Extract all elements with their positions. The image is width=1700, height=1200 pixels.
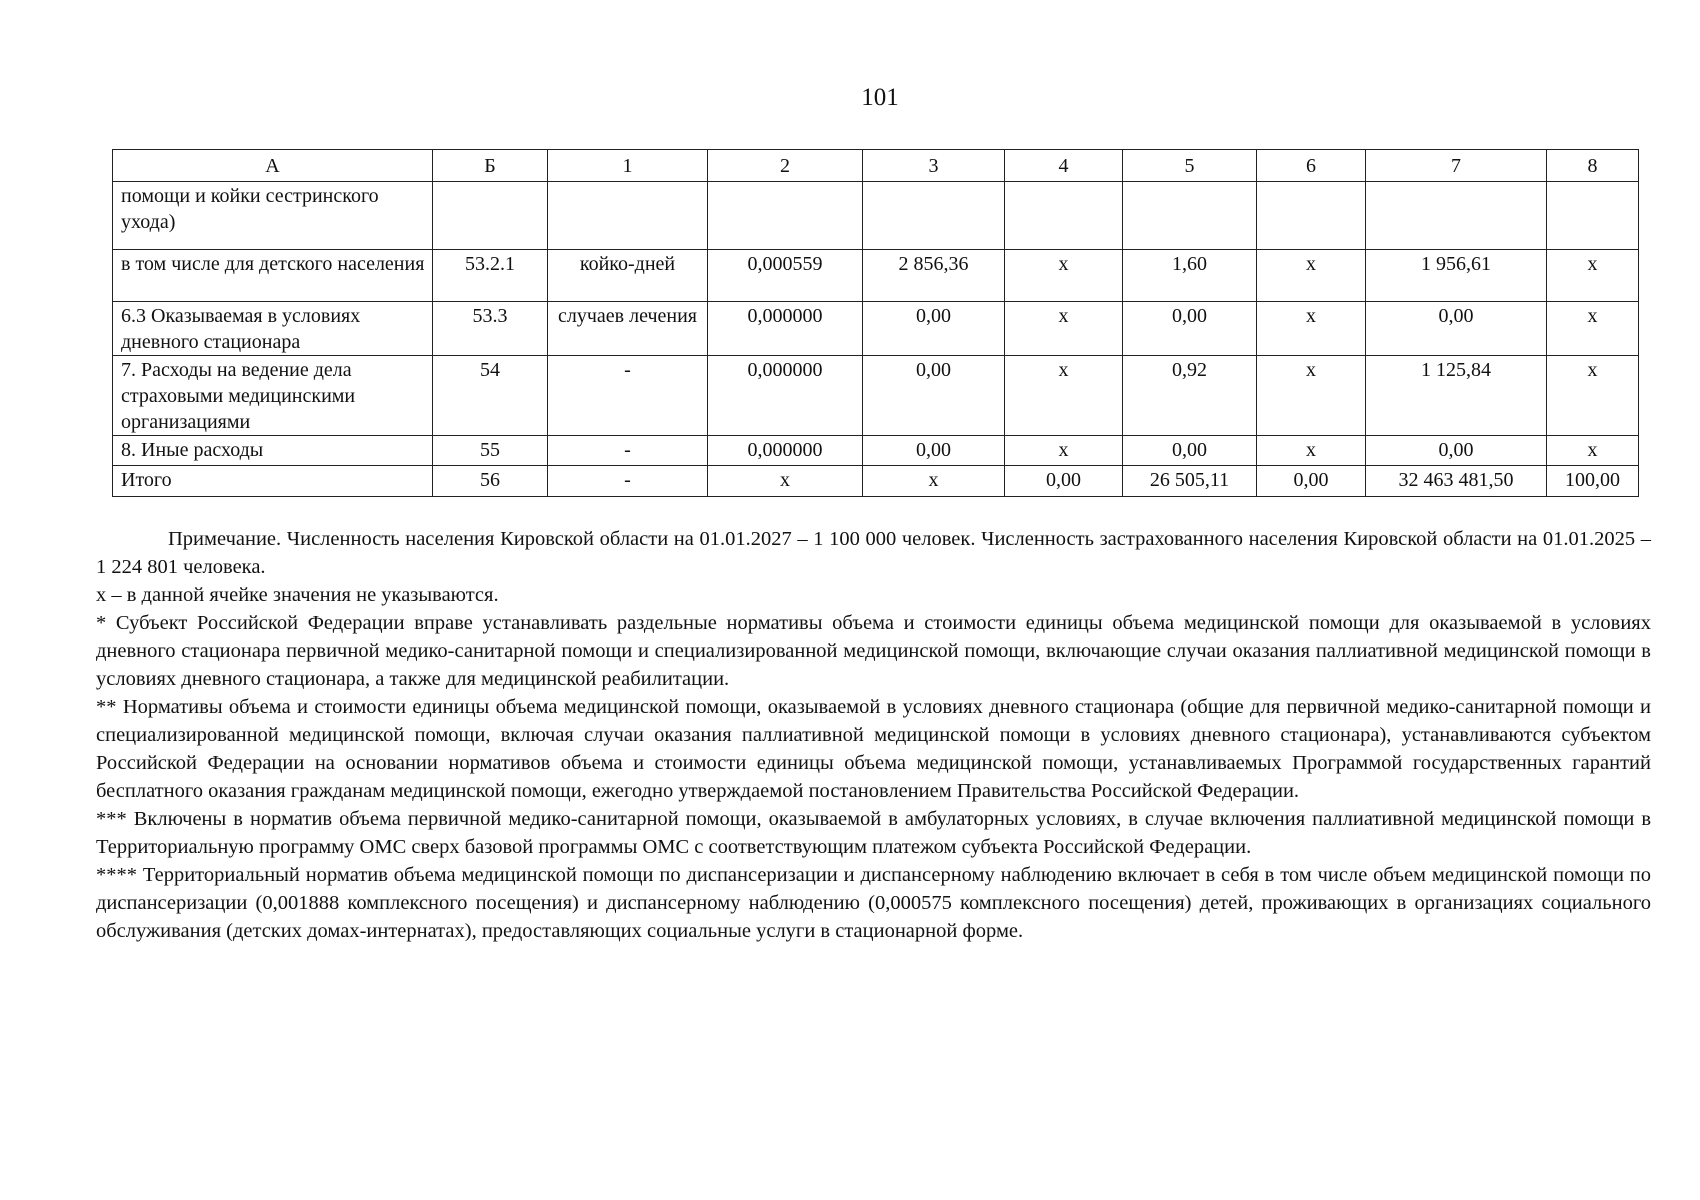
table-cell: x (1547, 302, 1639, 356)
table-cell: 0,000000 (708, 436, 863, 466)
table-cell: x (1005, 302, 1123, 356)
table-cell (1257, 182, 1366, 250)
table-cell: - (548, 466, 708, 497)
table-cell: 0,00 (863, 436, 1005, 466)
table-cell: - (548, 436, 708, 466)
table-cell: 0,00 (1366, 302, 1547, 356)
column-header: 3 (863, 150, 1005, 182)
table-cell: Итого (113, 466, 433, 497)
table-cell: в том числе для детского населения (113, 250, 433, 302)
table-cell: 53.2.1 (433, 250, 548, 302)
data-table (112, 149, 1639, 497)
footnote-3: *** Включены в норматив объема первичной медико-санитарной помощи, оказываемой в амбулаторных условиях, в случае включения паллиативной медицинской помощи в Территориальную программу ОМС сверх базовой программы ОМС с соответствующим платежом субъекта Российской Федерации. (96, 808, 1651, 858)
table-cell: 0,000000 (708, 356, 863, 436)
table-row (113, 250, 1639, 302)
table-cell: 6.3 Оказываемая в условиях дневного стационара (113, 302, 433, 356)
table-cell: 100,00 (1547, 466, 1639, 497)
table-row (113, 302, 1639, 356)
table-cell (433, 182, 548, 250)
table-cell: 53.3 (433, 302, 548, 356)
page-number: 101 (861, 84, 899, 111)
table-cell: 0,92 (1123, 356, 1257, 436)
table-cell: 55 (433, 436, 548, 466)
table-cell: x (1005, 356, 1123, 436)
table-cell: 0,00 (1005, 466, 1123, 497)
table-cell: 0,00 (1123, 302, 1257, 356)
column-header: 2 (708, 150, 863, 182)
column-header: А (113, 150, 433, 182)
table-cell: 0,00 (1257, 466, 1366, 497)
table-row (113, 356, 1639, 436)
column-header: 1 (548, 150, 708, 182)
note-x-legend: x – в данной ячейке значения не указываются. (96, 584, 499, 606)
table-cell: 8. Иные расходы (113, 436, 433, 466)
table-cell: 0,00 (1366, 436, 1547, 466)
table-cell: 7. Расходы на ведение дела страховыми медицинскими организациями (113, 356, 433, 436)
table-cell: 2 856,36 (863, 250, 1005, 302)
table-cell: 56 (433, 466, 548, 497)
table-cell: x (1005, 436, 1123, 466)
table-cell: 1,60 (1123, 250, 1257, 302)
column-header: 8 (1547, 150, 1639, 182)
column-header: 7 (1366, 150, 1547, 182)
table-row (113, 182, 1639, 250)
table-cell: x (863, 466, 1005, 497)
table-cell: 26 505,11 (1123, 466, 1257, 497)
table-cell: x (1257, 302, 1366, 356)
column-header: 6 (1257, 150, 1366, 182)
footnote-1: * Субъект Российской Федерации вправе устанавливать раздельные нормативы объема и стоимости единицы объема медицинской помощи для оказываемой в условиях дневного стационара первичной медико-санитарной помощи и специализированной медицинской помощи, включающие случаи оказания паллиативной медицинской помощи в условиях дневного стационара, а также для медицинской реабилитации. (96, 612, 1651, 690)
table-cell: 0,00 (863, 356, 1005, 436)
table-cell: x (1005, 250, 1123, 302)
table-cell (548, 182, 708, 250)
table-cell: x (708, 466, 863, 497)
table-row (113, 466, 1639, 497)
table-cell: x (1547, 436, 1639, 466)
table-cell: 0,00 (863, 302, 1005, 356)
table-cell: x (1257, 250, 1366, 302)
table-cell: - (548, 356, 708, 436)
column-header: Б (433, 150, 548, 182)
table-cell: случаев лечения (548, 302, 708, 356)
table-cell: x (1257, 356, 1366, 436)
footnote-4: **** Территориальный норматив объема медицинской помощи по диспансеризации и диспансерному наблюдению включает в себя в том числе объем медицинской помощи по диспансеризации (0,001888 комплексного посещения) и диспансерному наблюдению (0,000575 комплексного посещения) детей, проживающих в организациях социального обслуживания (детских домах-интернатах), предоставляющих социальные услуги в стационарной форме. (96, 864, 1651, 942)
table-cell: 32 463 481,50 (1366, 466, 1547, 497)
table-cell: 0,000559 (708, 250, 863, 302)
note-population: Примечание. Численность населения Кировской области на 01.01.2027 – 1 100 000 человек. Численность застрахованного населения Кировской области на 01.01.2025 – 1 224 801 человека. (96, 528, 1651, 578)
column-header: 5 (1123, 150, 1257, 182)
footnote-2: ** Нормативы объема и стоимости единицы объема медицинской помощи, оказываемой в условиях дневного стационара (общие для первичной медико-санитарной помощи и специализированной медицинской помощи, включая случаи оказания паллиативной медицинской помощи в условиях дневного стационара), устанавливаются субъектом Российской Федерации на основании нормативов объема и стоимости единицы объема медицинской помощи, устанавливаемых Программой государственных гарантий бесплатного оказания гражданам медицинской помощи, ежегодно утверждаемой постановлением Правительства Российской Федерации. (96, 696, 1651, 802)
table-body (113, 182, 1639, 497)
table-cell: 54 (433, 356, 548, 436)
table-cell (708, 182, 863, 250)
table-cell: x (1547, 356, 1639, 436)
table-cell: 1 125,84 (1366, 356, 1547, 436)
table-cell (1547, 182, 1639, 250)
column-header: 4 (1005, 150, 1123, 182)
table-cell (1366, 182, 1547, 250)
table-cell: 1 956,61 (1366, 250, 1547, 302)
table-cell (1005, 182, 1123, 250)
table-cell (1123, 182, 1257, 250)
table-cell: койко-дней (548, 250, 708, 302)
table-cell: 0,000000 (708, 302, 863, 356)
table-row (113, 436, 1639, 466)
notes-section (96, 525, 1651, 945)
table-cell: 0,00 (1123, 436, 1257, 466)
table-cell (863, 182, 1005, 250)
table-cell: x (1547, 250, 1639, 302)
table-cell: x (1257, 436, 1366, 466)
header-row (113, 150, 1639, 182)
table-header (113, 150, 1639, 182)
table-cell: помощи и койки сестринского ухода) (113, 182, 433, 250)
